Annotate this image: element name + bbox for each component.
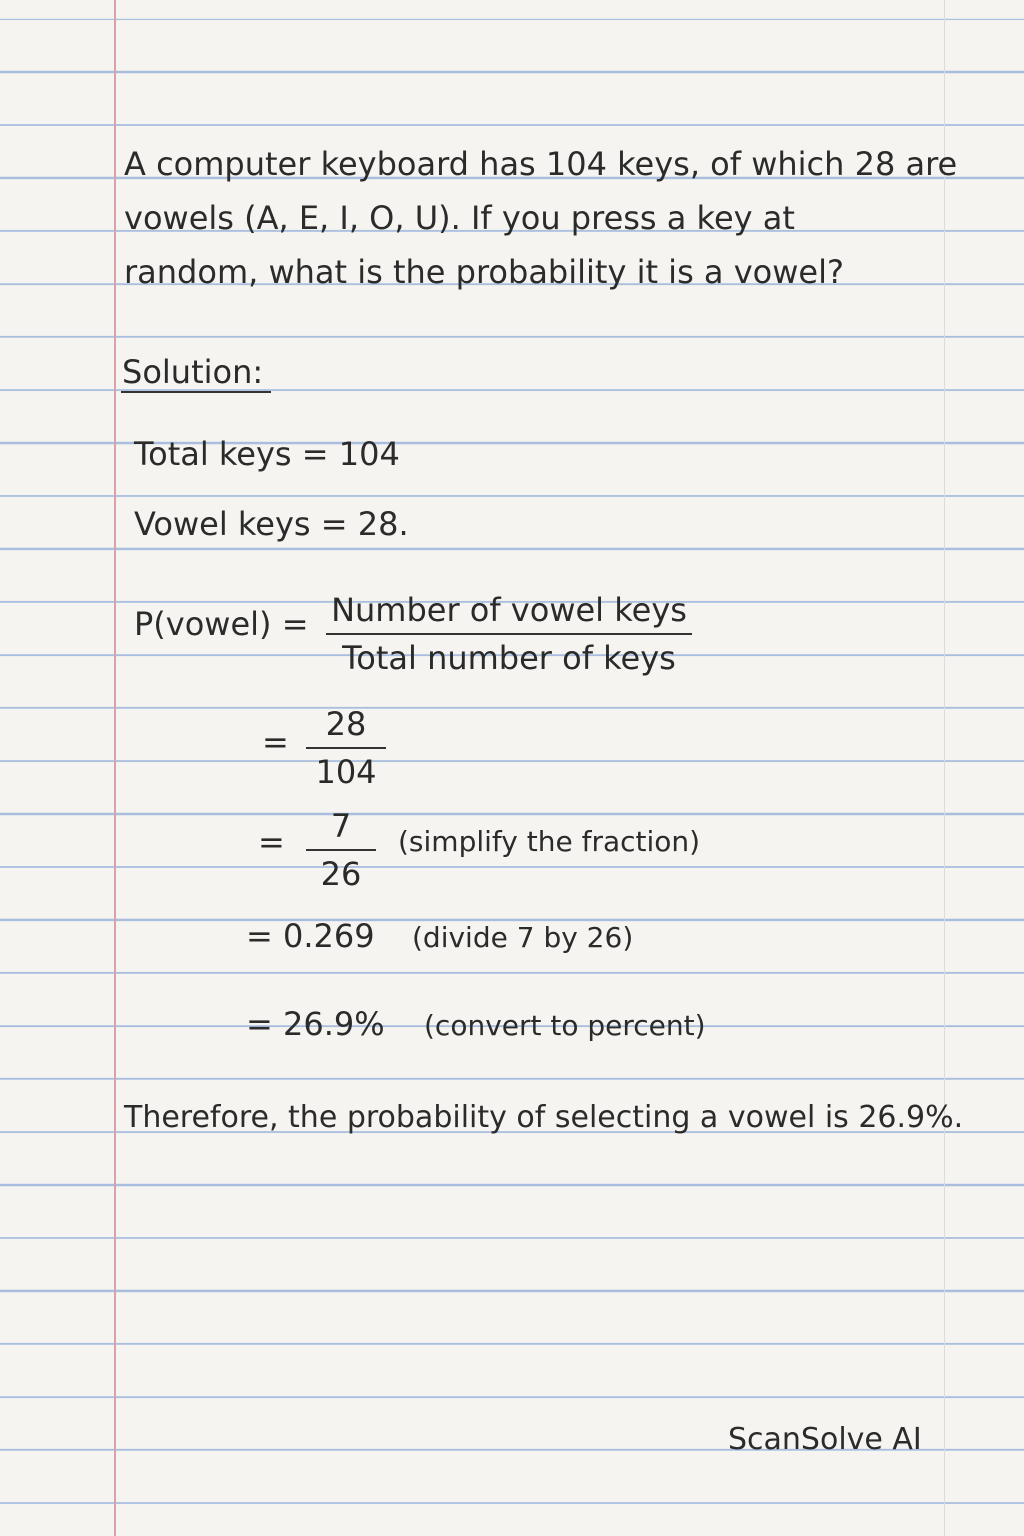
vowel-keys-line: Vowel keys = 28. xyxy=(134,505,409,543)
fraction-bar xyxy=(306,747,386,749)
formula-denominator: Total number of keys xyxy=(342,639,676,677)
step2-note: (simplify the fraction) xyxy=(398,825,701,858)
step1-equals: = xyxy=(262,723,289,761)
right-edge-line xyxy=(944,0,945,1536)
step2-denominator: 26 xyxy=(320,855,362,893)
step2-numerator: 7 xyxy=(330,807,352,845)
problem-line-1: A computer keyboard has 104 keys, of which 28 are xyxy=(124,145,958,183)
step2-fraction xyxy=(306,806,376,894)
problem-line-2: vowels (A, E, I, O, U). If you press a key at xyxy=(124,199,795,237)
step3-note: (divide 7 by 26) xyxy=(412,921,634,954)
formula-numerator: Number of vowel keys xyxy=(331,591,687,629)
step1-numerator: 28 xyxy=(325,705,367,743)
step1-denominator: 104 xyxy=(315,753,377,791)
fraction-bar xyxy=(326,633,692,635)
total-keys-line: Total keys = 104 xyxy=(134,435,400,473)
solution-heading: Solution: xyxy=(122,353,264,391)
signature: ScanSolve AI xyxy=(728,1422,922,1457)
step1-fraction xyxy=(306,704,386,792)
step2-equals: = xyxy=(258,823,285,861)
step4-note: (convert to percent) xyxy=(424,1009,706,1042)
step4-value: = 26.9% xyxy=(246,1005,385,1043)
problem-line-3: random, what is the probability it is a vowel? xyxy=(124,253,844,291)
probability-lhs: P(vowel) = xyxy=(134,605,309,643)
fraction-bar xyxy=(306,849,376,851)
probability-formula-fraction xyxy=(326,590,692,678)
step3-value: = 0.269 xyxy=(246,917,375,955)
margin-line xyxy=(114,0,116,1536)
solution-heading-underline xyxy=(121,391,271,393)
conclusion: Therefore, the probability of selecting a vowel is 26.9%. xyxy=(124,1100,964,1135)
